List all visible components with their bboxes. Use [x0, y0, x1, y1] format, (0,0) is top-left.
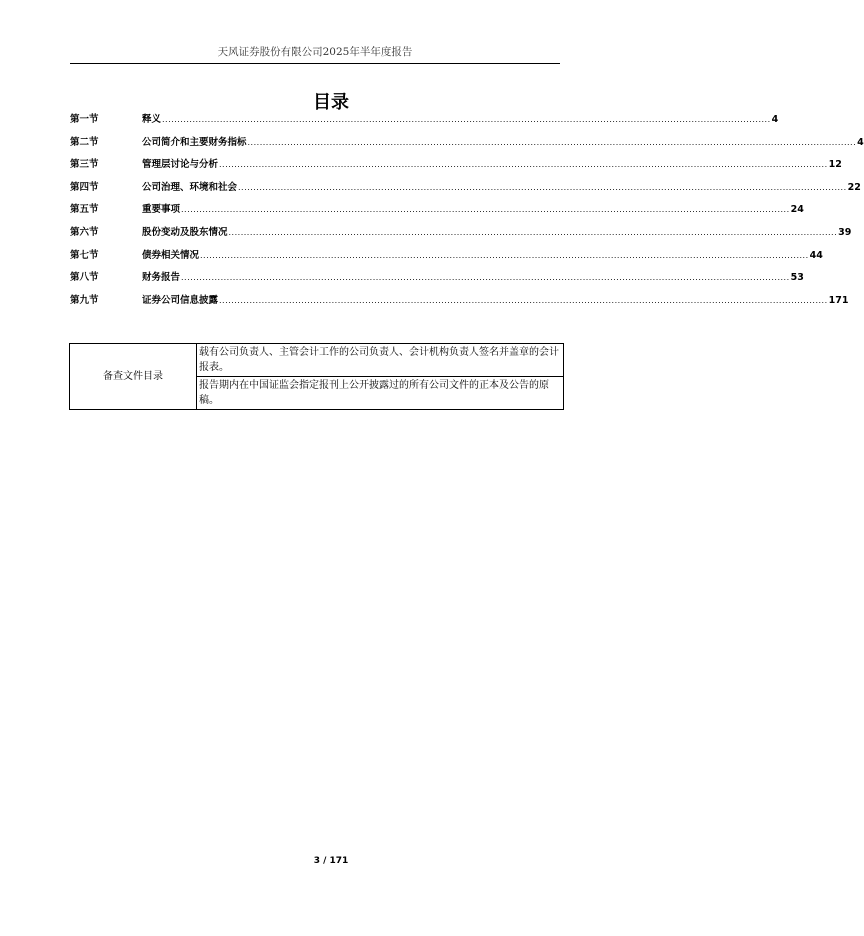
toc-leader-dots: ........................................................................................................................................................................................................ [238, 182, 847, 192]
toc-entry[interactable] [70, 135, 864, 151]
toc-leader-dots: ........................................................................................................................................................................................................ [162, 115, 771, 124]
toc-entry[interactable] [70, 202, 804, 218]
toc-section-title: 证券公司信息披露 [142, 294, 219, 306]
toc-section-number: 第三节 [70, 159, 99, 171]
toc-page-number: 53 [790, 272, 804, 284]
toc-leader-dots: ........................................................................................................................................................................................................ [247, 137, 857, 147]
toc-title: 目录 [313, 92, 349, 113]
toc-page-number: 22 [847, 181, 861, 193]
toc-page-number: 12 [828, 159, 842, 171]
toc-section-number: 第五节 [70, 204, 99, 216]
toc-page-number: 24 [790, 204, 804, 216]
toc-page-number: 4 [771, 114, 779, 125]
toc-leader-dots: ........................................................................................................................................................................................................ [200, 250, 809, 260]
toc-section-number: 第八节 [70, 272, 99, 284]
toc-entry[interactable] [70, 270, 804, 286]
reference-documents-table [69, 343, 564, 410]
toc-entry[interactable] [70, 157, 842, 173]
toc-section-number: 第九节 [70, 294, 99, 306]
toc-section-title: 重要事项 [142, 204, 181, 216]
toc-leader-dots: ........................................................................................................................................................................................................ [181, 205, 790, 215]
toc-section-title: 释义 [142, 114, 162, 125]
toc-page-number: 39 [838, 227, 852, 238]
toc-section-title: 公司治理、环境和社会 [142, 181, 238, 193]
toc-section-title: 股份变动及股东情况 [142, 227, 228, 238]
page-header: 天风证券股份有限公司2025年半年度报告 [70, 46, 560, 64]
toc-entry[interactable] [70, 112, 779, 128]
toc-section-number: 第七节 [70, 249, 99, 261]
reference-document-item: 载有公司负责人、主管会计工作的公司负责人、会计机构负责人签名并盖章的会计报表。 [197, 344, 564, 377]
table-row [70, 344, 564, 377]
toc-page-number: 4 [857, 136, 864, 148]
toc-section-number: 第一节 [70, 114, 99, 125]
toc-page-number: 171 [828, 294, 849, 306]
toc-section-title: 公司简介和主要财务指标 [142, 136, 247, 148]
page-number-footer: 3 / 171 [313, 856, 349, 866]
toc-entry[interactable] [70, 225, 852, 241]
toc-leader-dots: ........................................................................................................................................................................................................ [219, 295, 828, 305]
reference-documents-label: 备查文件目录 [70, 344, 197, 410]
toc-entry[interactable] [70, 180, 861, 196]
toc-entry[interactable] [70, 248, 823, 264]
toc-section-number: 第四节 [70, 181, 99, 193]
reference-document-item: 报告期内在中国证监会指定报刊上公开披露过的所有公司文件的正本及公告的原稿。 [197, 377, 564, 410]
toc-section-number: 第二节 [70, 136, 99, 148]
toc-leader-dots: ........................................................................................................................................................................................................ [181, 273, 790, 283]
toc-section-title: 财务报告 [142, 272, 181, 284]
toc-section-title: 管理层讨论与分析 [142, 159, 219, 171]
toc-leader-dots: ........................................................................................................................................................................................................ [219, 160, 828, 170]
toc-section-number: 第六节 [70, 227, 99, 238]
toc-leader-dots: ........................................................................................................................................................................................................ [228, 228, 838, 237]
toc-entry[interactable] [70, 293, 849, 309]
toc-section-title: 债券相关情况 [142, 249, 200, 261]
toc-page-number: 44 [809, 249, 823, 261]
